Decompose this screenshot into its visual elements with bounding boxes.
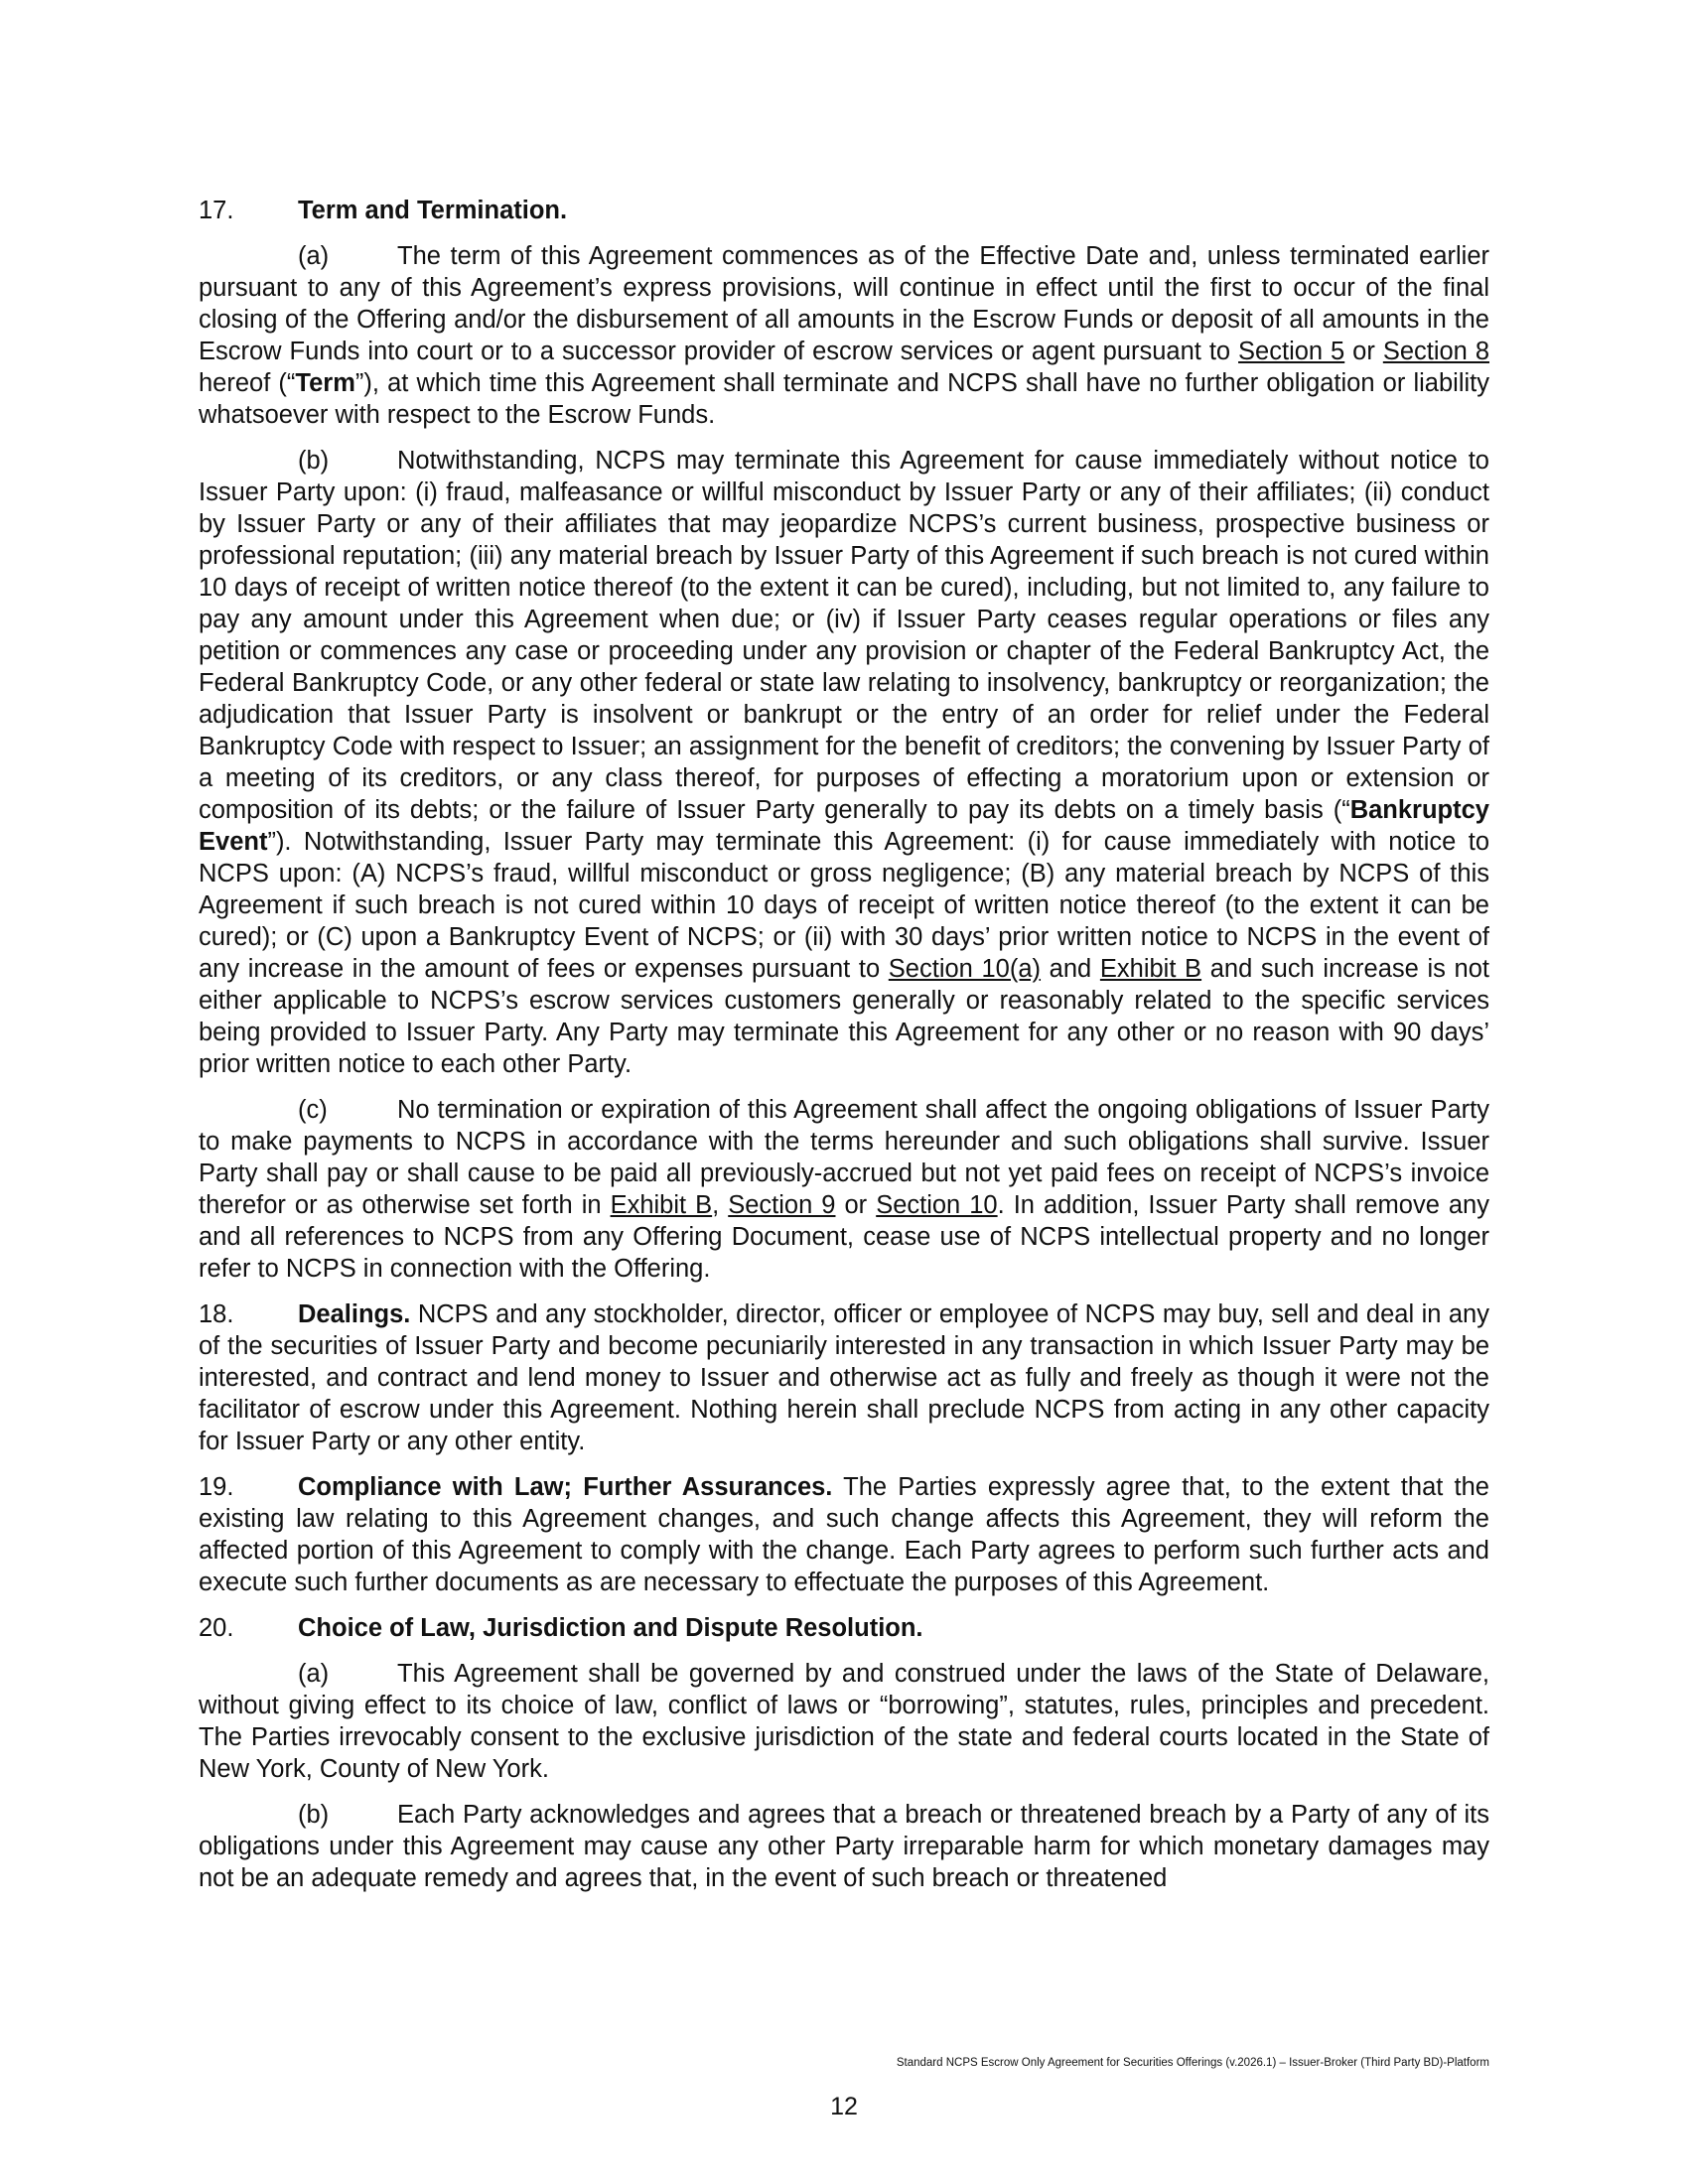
clause-label: (b) <box>298 1801 330 1829</box>
clause-label: (a) <box>298 242 330 270</box>
section-9-reference: Section 9 <box>728 1191 836 1219</box>
exhibit-b-reference: Exhibit B <box>610 1191 713 1219</box>
section-17-heading <box>199 195 1489 226</box>
section-19: 19. Compliance with Law; Further Assurances. The Parties expressly agree that, to the extent that the existing law relating to this Agreement changes, and such change affects this Agreement, they will reform the affected portion of this Agreement to comply with the change. Each Party agrees to perform such further acts and execute such further documents as are necessary to effectuate the purposes of this Agreement. <box>199 1473 1489 1596</box>
page-number: 12 <box>830 2093 858 2120</box>
defined-term: Bankruptcy Event <box>199 796 1489 856</box>
section-10a-reference: Section 10(a) <box>888 955 1042 983</box>
section-title: Term and Termination. <box>298 197 568 224</box>
section-17a: (a) The term of this Agreement commences as of the Effective Date and, unless terminated earlier pursuant to any of this Agreement’s express provisions, will continue in effect until the first to occur of the final closing of the Offering and/or the disbursement of all amounts in the Escrow Funds or deposit of all amounts in the Escrow Funds into court or to a successor provider of escrow services or agent pursuant to Section 5 or Section 8 hereof (“Term”), at which time this Agreement shall terminate and NCPS shall have no further obligation or liability whatsoever with respect to the Escrow Funds. <box>199 242 1490 429</box>
exhibit-b-reference: Exhibit B <box>1099 955 1202 983</box>
section-10-reference: Section 10 <box>876 1191 998 1219</box>
section-18: 18. Dealings. NCPS and any stockholder, director, officer or employee of NCPS may buy, sell and deal in any of the securities of Issuer Party and become pecuniarily interested in any transaction in which Issuer Party may be interested, and contract and lend money to Issuer and otherwise act as fully and freely as though it were not the facilitator of escrow under this Agreement. Nothing herein shall preclude NCPS from acting in any other capacity for Issuer Party or any other entity. <box>199 1300 1489 1455</box>
section-20b: (b) Each Party acknowledges and agrees that a breach or threatened breach by a Party of any of its obligations under this Agreement may cause any other Party irreparable harm for which monetary damages may not be an adequate remedy and agrees that, in the event of such breach or threatened <box>199 1801 1489 1892</box>
section-20a: (a) This Agreement shall be governed by and construed under the laws of the State of Delaware, without giving effect to its choice of law, conflict of laws or “borrowing”, statutes, rules, principles and precedent. The Parties irrevocably consent to the exclusive jurisdiction of the state and federal courts located in the State of New York, County of New York. <box>199 1660 1489 1783</box>
section-17b: (b) Notwithstanding, NCPS may terminate this Agreement for cause immediately without notice to Issuer Party upon: (i) fraud, malfeasance or willful misconduct by Issuer Party or any of their affiliates; (ii) conduct by Issuer Party or any of their affiliates that may jeopardize NCPS’s current business, prospective business or professional reputation; (iii) any material breach by Issuer Party of this Agreement if such breach is not cured within 10 days of receipt of written notice thereof (to the extent it can be cured), including, but not limited to, any failure to pay any amount under this Agreement when due; or (iv) if Issuer Party ceases regular operations or files any petition or commences any case or proceeding under any provision or chapter of the Federal Bankruptcy Act, the Federal Bankruptcy Code, or any other federal or state law relating to insolvency, bankruptcy or reorganization; the adjudication that Issuer Party is insolvent or bankrupt or the entry of an order for relief under the Federal Bankruptcy Code with respect to Issuer; an assignment for the benefit of creditors; the convening by Issuer Party of a meeting of its creditors, or any class thereof, for purposes of effecting a moratorium upon or extension or composition of its debts; or the failure of Issuer Party generally to pay its debts on a timely basis (“Bankruptcy Event”). Notwithstanding, Issuer Party may terminate this Agreement: (i) for cause immediately with notice to NCPS upon: (A) NCPS’s fraud, willful misconduct or gross negligence; (B) any material breach by NCPS of this Agreement if such breach is not cured within 10 days of receipt of written notice thereof (to the extent it can be cured); or (C) upon a Bankruptcy Event of NCPS; or (ii) with 30 days’ prior written notice to NCPS in the event of any increase in the amount of fees or expenses pursuant to Section 10(a) and Exhibit B and such increase is not either applicable to NCPS’s escrow services customers generally or reasonably related to the specific services being provided to Issuer Party. Any Party may terminate this Agreement for any other or no reason with 90 days’ prior written notice to each other Party. <box>199 447 1489 1078</box>
section-title: Choice of Law, Jurisdiction and Dispute Resolution. <box>298 1614 923 1642</box>
section-number: 18. <box>199 1300 234 1328</box>
section-number: 20. <box>199 1614 234 1642</box>
section-8-reference: Section 8 <box>1382 338 1489 365</box>
document-footer: Standard NCPS Escrow Only Agreement for Securities Offerings (v.2026.1) – Issuer-Broker (Third Party BD)-Platform <box>896 2057 1489 2069</box>
section-5-reference: Section 5 <box>1238 338 1345 365</box>
section-title: Dealings. <box>298 1300 411 1328</box>
document-body <box>199 195 1489 1908</box>
section-title: Compliance with Law; Further Assurances. <box>298 1473 833 1501</box>
clause-label: (c) <box>298 1096 328 1124</box>
section-20-heading <box>199 1612 1489 1644</box>
section-number: 19. <box>199 1473 234 1501</box>
section-17c: (c) No termination or expiration of this Agreement shall affect the ongoing obligations of Issuer Party to make payments to NCPS in accordance with the terms hereunder and such obligations shall survive. Issuer Party shall pay or shall cause to be paid all previously-accrued but not yet paid fees on receipt of NCPS’s invoice therefor or as otherwise set forth in Exhibit B, Section 9 or Section 10. In addition, Issuer Party shall remove any and all references to NCPS from any Offering Document, cease use of NCPS intellectual property and no longer refer to NCPS in connection with the Offering. <box>199 1096 1489 1283</box>
clause-label: (b) <box>298 447 330 475</box>
defined-term: Term <box>295 369 355 397</box>
clause-label: (a) <box>298 1660 330 1688</box>
section-number: 17. <box>199 197 234 224</box>
